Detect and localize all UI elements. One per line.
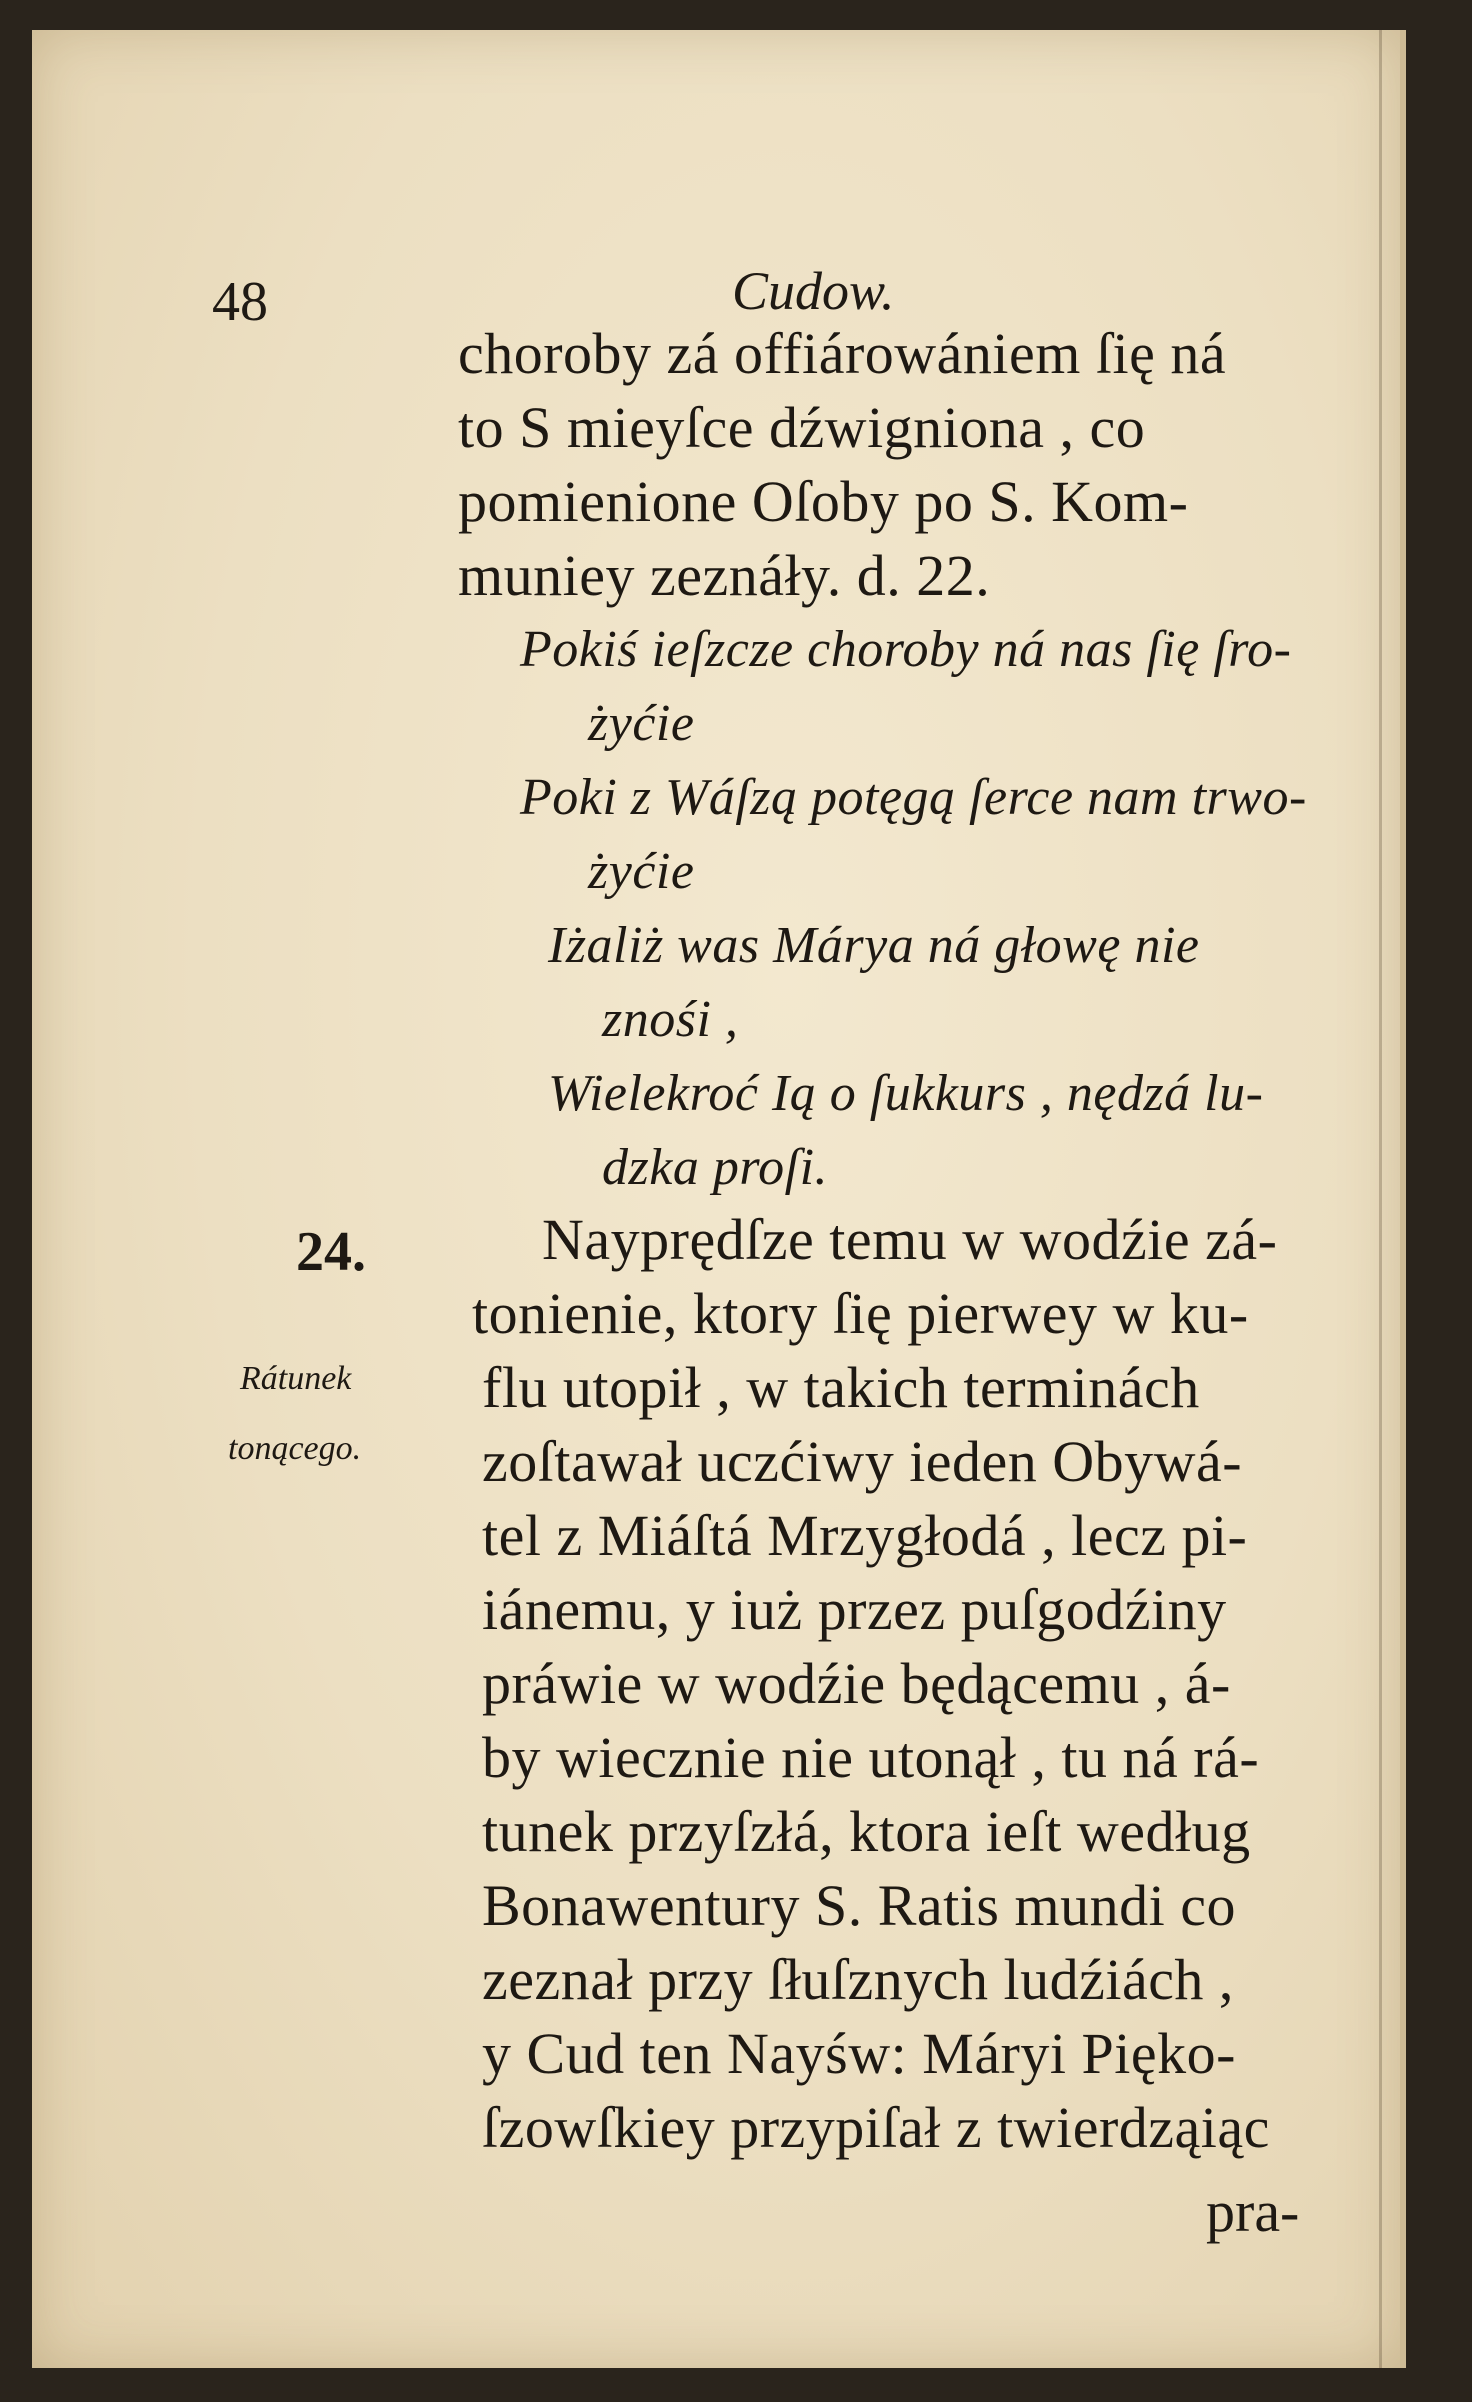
- text-line: flu utopił , w takich terminách: [482, 1355, 1200, 1420]
- margin-note: Rátunek: [240, 1360, 352, 1397]
- text-line: ſzowſkiey przypiſał z twierdząiąc: [482, 2095, 1270, 2160]
- verse-line: żyćie: [588, 695, 695, 752]
- text-line: to S mieyſce dźwigniona , co: [458, 395, 1146, 460]
- verse-line: Wielekroć Ią o ſukkurs , nędzá lu-: [548, 1065, 1264, 1122]
- verse-line: Iżaliż was Márya ná głowę nie: [548, 917, 1200, 974]
- text-line: tel z Miáſtá Mrzygłodá , lecz pi-: [482, 1503, 1248, 1568]
- text-line: Nayprędſze temu w wodźie zá-: [542, 1207, 1278, 1272]
- verse-line: znośi ,: [602, 991, 739, 1048]
- text-line: zeznał przy ſłuſznych ludźiách ,: [482, 1947, 1234, 2012]
- margin-note: tonącego.: [228, 1430, 362, 1467]
- running-head: Cudow.: [732, 261, 895, 321]
- text-line: choroby zá offiárowániem ſię ná: [458, 321, 1227, 386]
- verse-line: Poki z Wáſzą potęgą ſerce nam trwo-: [520, 769, 1307, 826]
- text-line: y Cud ten Nayśw: Máryi Pięko-: [482, 2021, 1236, 2086]
- text-line: muniey zeznáły. d. 22.: [458, 543, 991, 608]
- text-line: zoſtawał uczćiwy ieden Obywá-: [482, 1429, 1243, 1494]
- text-line: práwie w wodźie będącemu , á-: [482, 1651, 1231, 1716]
- text-line: pomienione Oſoby po S. Kom-: [458, 469, 1189, 534]
- text-line: iánemu, y iuż przez puſgodźiny: [482, 1577, 1227, 1642]
- verse-line: dzka proſi.: [602, 1139, 829, 1196]
- text-line: Bonawentury S. Ratis mundi co: [482, 1873, 1236, 1938]
- page-number: 48: [212, 271, 268, 333]
- section-number: 24.: [296, 1221, 366, 1283]
- text-line: tunek przyſzłá, ktora ieſt według: [482, 1799, 1251, 1864]
- text-line: by wiecznie nie utonął , tu ná rá-: [482, 1725, 1260, 1790]
- book-page: [32, 30, 1406, 2368]
- verse-line: Pokiś ieſzcze choroby ná nas ſię ſro-: [520, 621, 1292, 678]
- verse-line: żyćie: [588, 843, 695, 900]
- page-header: [32, 230, 1400, 333]
- catchword: pra-: [1206, 2179, 1300, 2244]
- text-line: tonienie, ktory ſię pierwey w ku-: [472, 1281, 1249, 1346]
- page-edge-shadow: [1379, 30, 1382, 2368]
